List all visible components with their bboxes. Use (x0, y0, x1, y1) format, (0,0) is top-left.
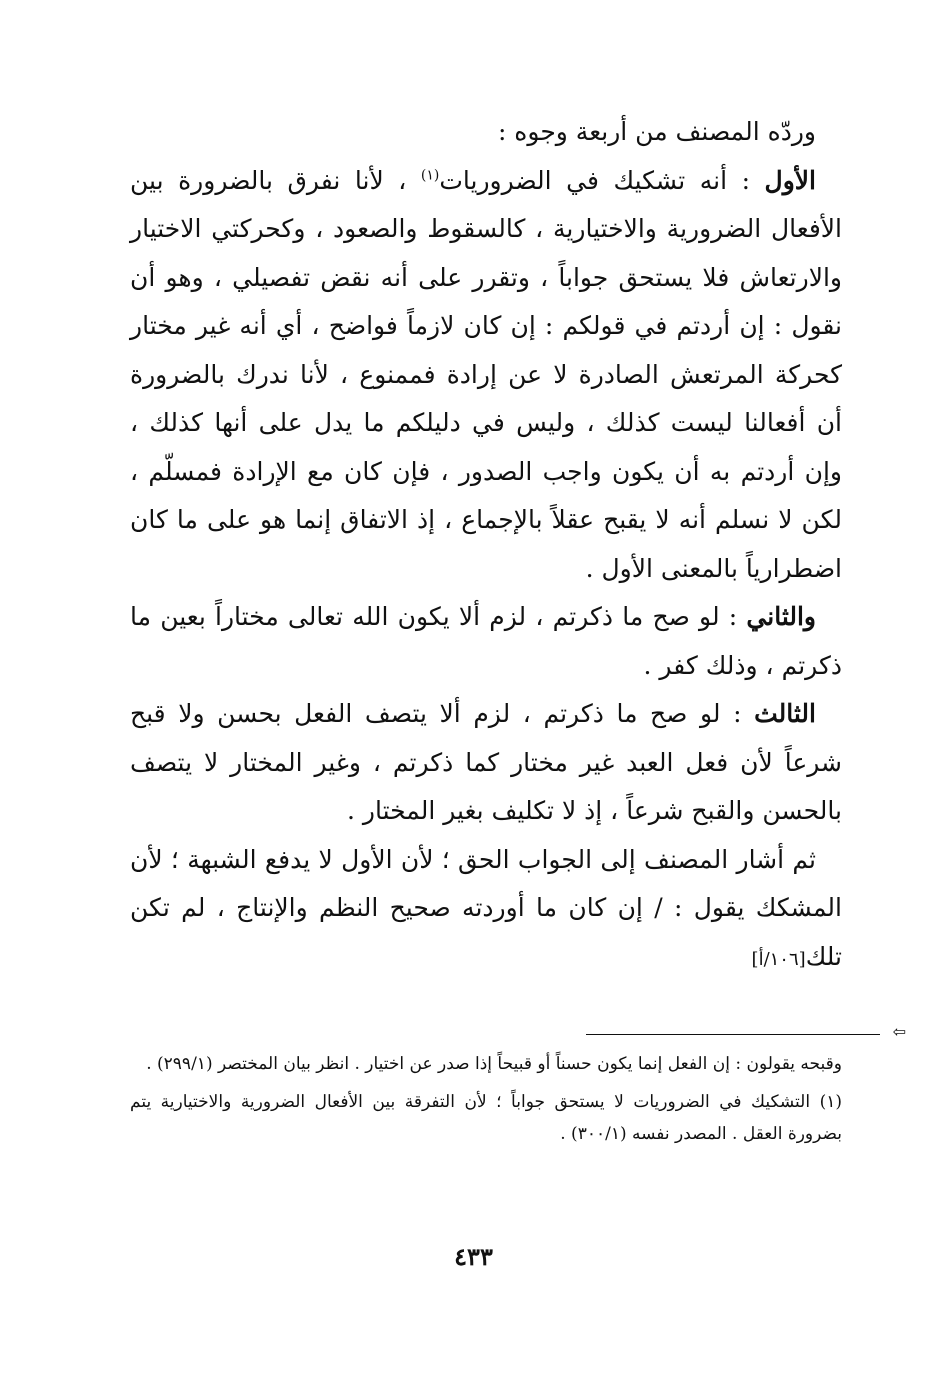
separator-line (586, 1034, 880, 1035)
second-text: : لو صح ما ذكرتم ، لزم ألا يكون الله تعالى مختاراً بعين ما ذكرتم ، وذلك كفر . (130, 602, 842, 680)
third-text: : لو صح ما ذكرتم ، لزم ألا يتصف الفعل بحسن ولا قبح شرعاً لأن فعل العبد غير مختار كما ذكرتم ، وغير المختار لا يتصف بالحسن والقبح شرعاً ، إذ لا تكليف بغير المختار . (130, 699, 842, 825)
page-number: ٤٣٣ (454, 1242, 493, 1271)
intro-text: وردّه المصنف من أربعة وجوه : (497, 117, 816, 146)
continuation-arrow-icon: ⇦ (892, 1022, 906, 1041)
second-objection-paragraph (130, 593, 842, 690)
first-lead-word: الأول (764, 165, 816, 195)
second-lead-word: والثاني (746, 602, 816, 631)
first-text-after-note: ، لأنا نفرق بالضرورة بين الأفعال الضرورية والاختيارية ، كالسقوط والصعود ، وكحركتي الاختيار والارتعاش فلا يستحق جواباً ، وتقرر على أنه نقض تفصيلي ، وهو أن نقول : إن أردتم في قولكم : إن كان لازماً فواضح ، أي أنه غير مختار كحركة المرتعش الصادرة لا عن إرادة فممنوع ، لأنا ندرك بالضرورة أن أفعالنا ليست كذلك ، وليس في دليلكم ما يدل على أنها كذلك ، وإن أردتم به أن يكون واجب الصدور ، فإن كان مع الإرادة فمسلّم ، لكن لا نسلم أنه لا يقبح عقلاً بالإجماع ، إذ الاتفاق إنما هو على ما كان اضطرارياً بالمعنى الأول . (130, 165, 842, 583)
footnote-1: (١) التشكيك في الضروريات لا يستحق جواباً ؛ لأن التفرقة بين الأفعال الضرورية والاختيارية يتم بضرورة العقل . المصدر نفسه (٣٠٠/١) . (130, 1092, 842, 1144)
footnote-marker-1: (١) (420, 167, 440, 184)
third-lead-word: الثالث (754, 699, 816, 728)
manuscript-folio-reference: [١٠٦/أ] (751, 948, 806, 970)
intro-paragraph (130, 108, 842, 157)
main-text (130, 108, 842, 984)
final-paragraph (130, 836, 842, 985)
footnote-separator (586, 1022, 906, 1042)
first-objection-paragraph (130, 157, 842, 594)
footnote-continued: وقبحه يقولون : إن الفعل إنما يكون حسناً أو قبيحاً إذا صدر عن اختيار . انظر بيان المختصر (٢٩٩/١) . (146, 1054, 842, 1074)
first-text-before-note: : أنه تشكيك في الضروريات (439, 165, 765, 195)
final-text: ثم أشار المصنف إلى الجواب الحق ؛ لأن الأول لا يدفع الشبهة ؛ لأن المشكك يقول : / إن كان ما أوردته صحيح النظم والإنتاج ، لم تكن تلك (130, 844, 842, 971)
footnotes-section (130, 1048, 842, 1150)
third-objection-paragraph (130, 690, 842, 836)
